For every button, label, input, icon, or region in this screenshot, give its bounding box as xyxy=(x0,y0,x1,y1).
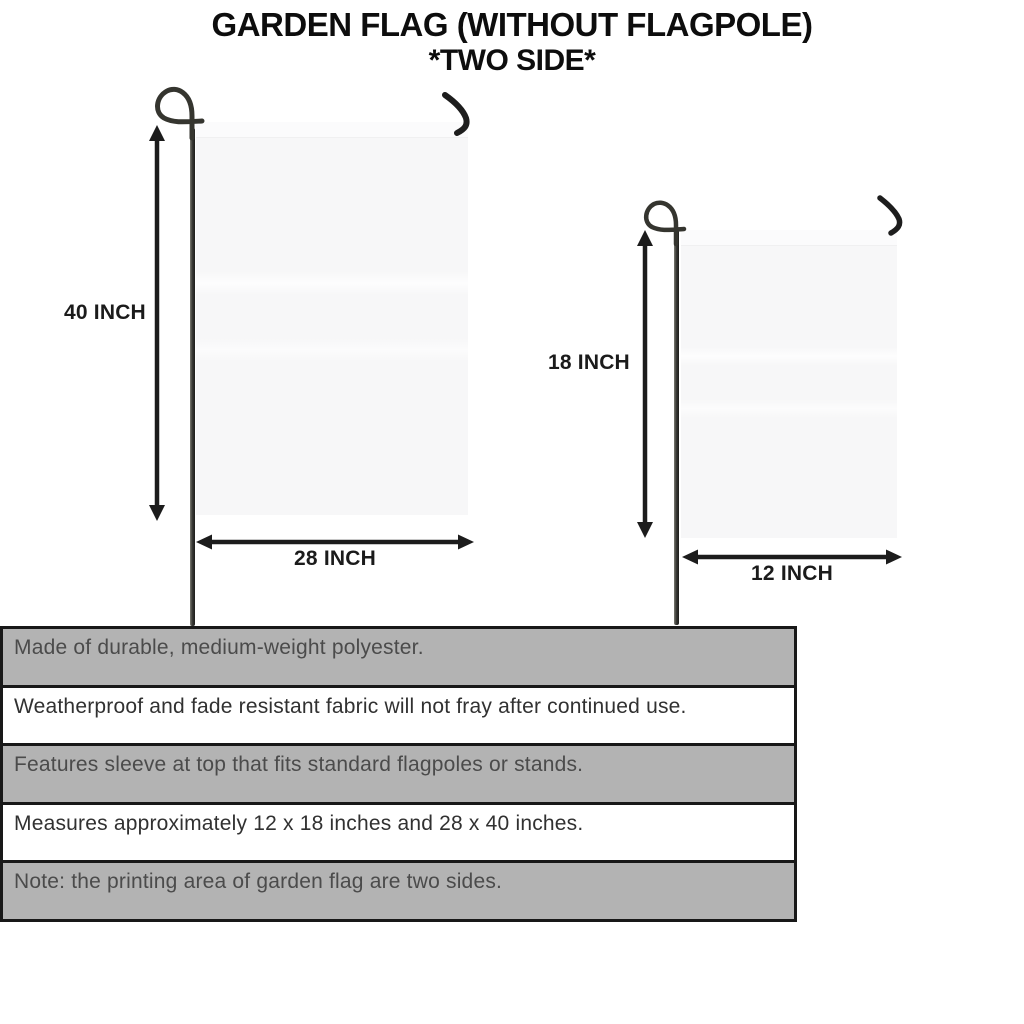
flag-small xyxy=(681,230,897,538)
feature-row-weatherproof: Weatherproof and fade resistant fabric will not fray after continued use. xyxy=(3,688,794,747)
width-label-small: 12 INCH xyxy=(751,562,833,585)
flag-large xyxy=(196,122,468,515)
height-arrow-small xyxy=(632,229,658,539)
flagpole-hook-icon xyxy=(874,194,908,238)
height-label-small: 18 INCH xyxy=(548,351,630,374)
feature-row-sleeve: Features sleeve at top that fits standard flagpoles or stands. xyxy=(3,746,794,805)
page-title-line2: *TWO SIDE* xyxy=(428,44,596,77)
page-title-line1: GARDEN FLAG (WITHOUT FLAGPOLE) xyxy=(211,6,813,43)
feature-row-material: Made of durable, medium-weight polyester. xyxy=(3,629,794,688)
height-label-large: 40 INCH xyxy=(64,301,146,324)
flagpole-small xyxy=(674,230,679,625)
feature-row-note: Note: the printing area of garden flag are two sides. xyxy=(3,863,794,919)
width-label-large: 28 INCH xyxy=(294,547,376,570)
feature-row-measurements: Measures approximately 12 x 18 inches and 28 x 40 inches. xyxy=(3,805,794,864)
features-table xyxy=(0,626,797,922)
height-arrow-large xyxy=(144,124,170,522)
flagpole-hook-icon xyxy=(438,90,476,138)
page-title xyxy=(0,6,1024,78)
